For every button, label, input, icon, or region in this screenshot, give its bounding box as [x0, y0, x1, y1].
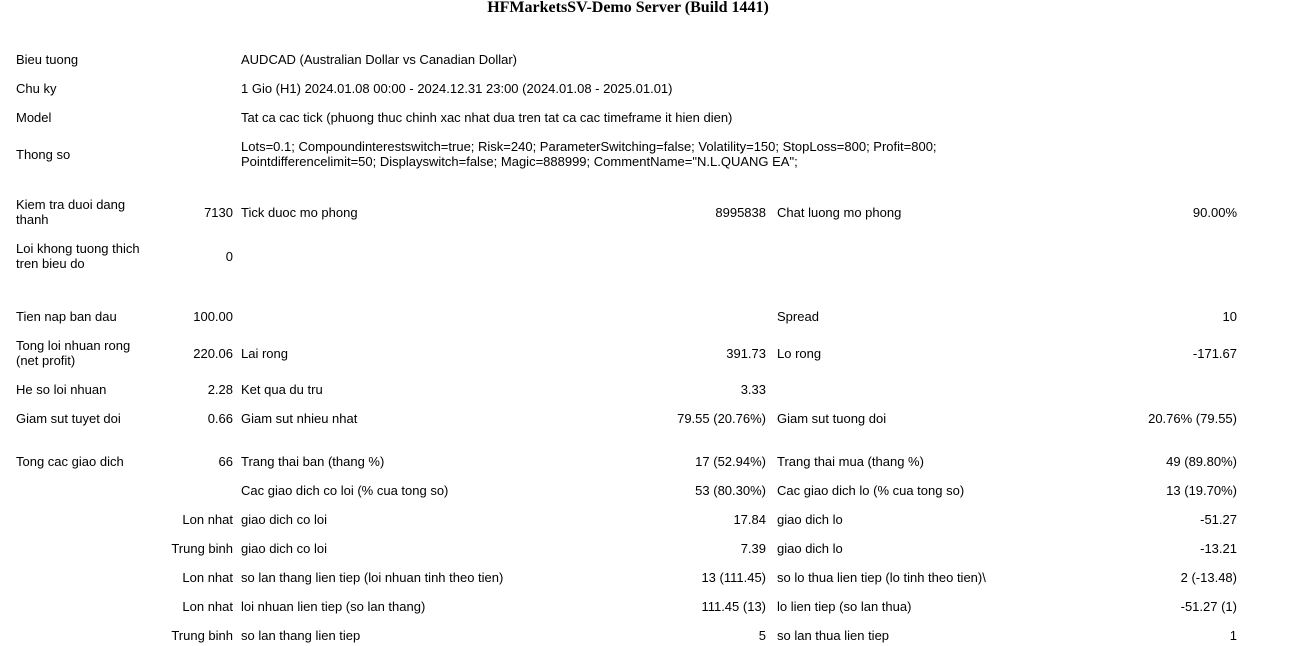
- row-label: Tong loi nhuan rong (net profit): [16, 338, 131, 368]
- row-desc-2: lo lien tiep (so lan thua): [777, 599, 912, 614]
- row-value-2: 391.73: [726, 345, 766, 361]
- row-desc-1: Tat ca cac tick (phuong thuc chinh xac nhat dua tren tat ca cac timeframe it hien dien): [241, 110, 733, 125]
- row-desc-1: AUDCAD (Australian Dollar vs Canadian Dollar): [241, 52, 517, 67]
- row-value-3: 90.00%: [1192, 204, 1237, 220]
- row-value-3: -51.27 (1): [1180, 599, 1237, 614]
- row-desc-1: 1 Gio (H1) 2024.01.08 00:00 - 2024.12.31 23:00 (2024.01.08 - 2025.01.01): [241, 81, 673, 96]
- row-value-2: 53 (80.30%): [695, 483, 766, 498]
- row-desc-1: Ket qua du tru: [241, 382, 323, 397]
- row-desc-2: so lan thua lien tiep: [777, 628, 890, 643]
- row-label: Kiem tra duoi dang thanh: [16, 197, 126, 227]
- row-desc-1: giao dich co loi: [241, 512, 327, 527]
- report-row: [16, 110, 1237, 125]
- row-desc-2: Cac giao dich lo (% cua tong so): [777, 483, 965, 498]
- row-value-1: Lon nhat: [182, 570, 233, 585]
- row-value-1: 0.66: [207, 411, 233, 426]
- row-desc-2: Spread: [777, 309, 819, 324]
- row-desc-2: Chat luong mo phong: [777, 204, 902, 220]
- row-value-1: 7130: [204, 204, 233, 220]
- row-value-1: Lon nhat: [182, 599, 233, 614]
- report-row: [16, 483, 1237, 498]
- row-value-3: 20.76% (79.55): [1148, 411, 1237, 426]
- section-gap: [16, 440, 1237, 454]
- row-value-2: 17.84: [733, 512, 766, 527]
- row-value-3: -51.27: [1200, 512, 1237, 527]
- row-value-1: 0: [225, 248, 233, 264]
- row-value-2: 79.55 (20.76%): [677, 411, 766, 426]
- row-value-2: 17 (52.94%): [695, 454, 766, 469]
- row-value-1: 66: [218, 454, 233, 469]
- report-row: [16, 81, 1237, 96]
- row-label: Thong so: [16, 146, 71, 162]
- row-value-3: -171.67: [1192, 345, 1237, 361]
- section-gap: [16, 183, 1237, 197]
- row-desc-2: giao dich lo: [777, 541, 843, 556]
- row-desc-2: Lo rong: [777, 345, 822, 361]
- row-label: Bieu tuong: [16, 52, 79, 67]
- row-desc-1: Tick duoc mo phong: [241, 204, 358, 220]
- report-row: [16, 411, 1237, 426]
- row-desc-1-line: Pointdifferencelimit=50; Displayswitch=false; Magic=888999; CommentName="N.L.QUANG EA";: [241, 154, 798, 169]
- row-value-2: 3.33: [740, 382, 766, 397]
- row-desc-1: Lai rong: [241, 345, 288, 361]
- row-value-3: 10: [1222, 309, 1237, 324]
- report-row: [16, 599, 1237, 614]
- row-desc-1: so lan thang lien tiep (loi nhuan tinh theo tien): [241, 570, 504, 585]
- row-value-1: 2.28: [207, 382, 233, 397]
- row-desc-1: so lan thang lien tiep: [241, 628, 361, 643]
- row-desc-1-line: Lots=0.1; Compoundinterestswitch=true; Risk=240; ParameterSwitching=false; Volatility=150; StopLoss=800; Profit=800;: [241, 139, 937, 154]
- row-value-1: Trung binh: [171, 628, 233, 643]
- row-label: Model: [16, 110, 52, 125]
- row-value-3: 49 (89.80%): [1166, 454, 1237, 469]
- row-value-1: 100.00: [193, 309, 233, 324]
- row-value-2: 111.45 (13): [701, 599, 766, 614]
- report-title: HFMarketsSV-Demo Server (Build 1441): [487, 0, 769, 16]
- row-label: Tong cac giao dich: [16, 454, 124, 469]
- report-row: [16, 197, 1237, 227]
- row-desc-1: loi nhuan lien tiep (so lan thang): [241, 599, 426, 614]
- report-row: [16, 541, 1237, 556]
- report-row: [16, 241, 1237, 271]
- row-desc-2: Giam sut tuong doi: [777, 411, 887, 426]
- report-row: [16, 512, 1237, 527]
- row-desc-2: giao dich lo: [777, 512, 843, 527]
- row-value-2: 13 (111.45): [701, 570, 766, 585]
- row-desc-1: giao dich co loi: [241, 541, 327, 556]
- row-desc-1: Cac giao dich co loi (% cua tong so): [241, 483, 449, 498]
- row-value-3: -13.21: [1200, 541, 1237, 556]
- row-desc-1: Giam sut nhieu nhat: [241, 411, 358, 426]
- row-desc-1: Trang thai ban (thang %): [241, 454, 385, 469]
- row-value-1: 220.06: [193, 345, 233, 361]
- row-label: Loi khong tuong thich tren bieu do: [16, 241, 140, 271]
- report-row: [16, 454, 1237, 469]
- report-row: [16, 139, 1237, 169]
- report-row: [16, 628, 1237, 643]
- row-value-2: 8995838: [715, 204, 766, 220]
- row-label: Chu ky: [16, 81, 57, 96]
- report-row: [16, 382, 1237, 397]
- report-rows: [16, 52, 1237, 643]
- row-desc-2: Trang thai mua (thang %): [777, 454, 924, 469]
- row-value-3: 1: [1229, 628, 1237, 643]
- row-label: He so loi nhuan: [16, 382, 107, 397]
- row-desc-2: so lo thua lien tiep (lo tinh theo tien)\: [777, 570, 986, 585]
- report-row: [16, 309, 1237, 324]
- row-value-2: 5: [758, 628, 766, 643]
- section-gap: [16, 285, 1237, 309]
- row-label: Giam sut tuyet doi: [16, 411, 121, 426]
- report-row: [16, 52, 1237, 67]
- report-row: [16, 338, 1237, 368]
- row-value-1: Trung binh: [171, 541, 233, 556]
- row-value-3: 13 (19.70%): [1166, 483, 1237, 498]
- row-label: Tien nap ban dau: [16, 309, 117, 324]
- row-value-2: 7.39: [740, 541, 766, 556]
- row-value-1: Lon nhat: [182, 512, 233, 527]
- report-row: [16, 570, 1237, 585]
- row-desc-1: [233, 139, 1237, 169]
- row-value-3: 2 (-13.48): [1180, 570, 1237, 585]
